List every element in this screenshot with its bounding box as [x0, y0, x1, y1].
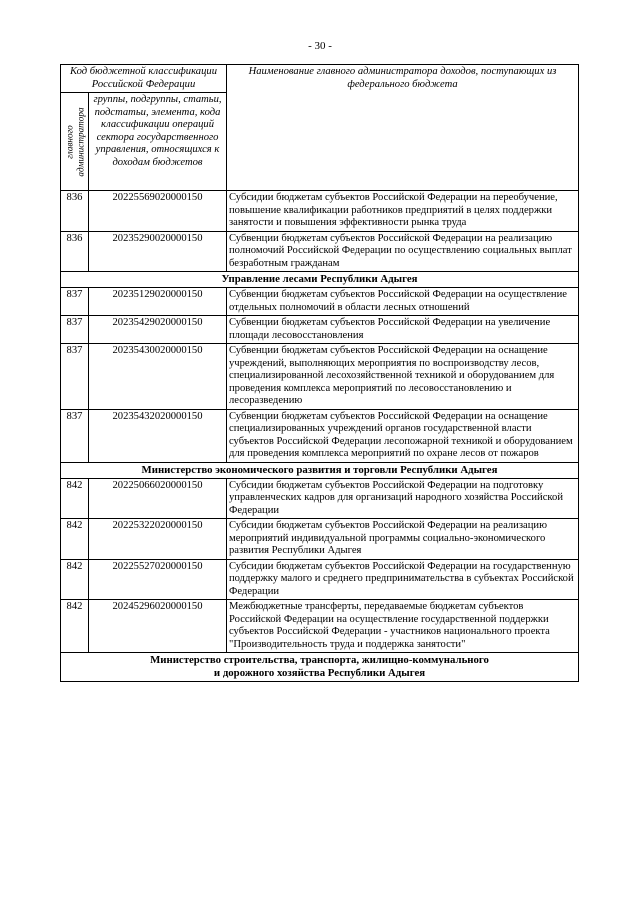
table-row [61, 519, 579, 560]
description-cell: Субсидии бюджетам субъектов Российской Федерации на государственную поддержку малого и среднего предпринимательства в субъектах Российской Федерации [227, 559, 579, 600]
section-header-row [61, 653, 579, 682]
description-cell: Субсидии бюджетам субъектов Российской Федерации на переобучение, повышение квалификации работников предприятий в целях поддержки занятости и повышения эффективности рынка труда [227, 191, 579, 232]
budget-code-cell: 20235290020000150 [89, 231, 227, 272]
budget-code-cell: 20235432020000150 [89, 409, 227, 462]
section-title: Управление лесами Республики Адыгея [61, 272, 579, 288]
admin-code-cell: 836 [61, 191, 89, 232]
table-row [61, 600, 579, 653]
code-column-header: группы, подгруппы, статьи, подстатьи, элемента, кода классификации операций сектора государственного управления, относящихся к доходам бюджетов [89, 93, 227, 191]
admin-column-header [61, 93, 89, 191]
description-cell: Межбюджетные трансферты, передаваемые бюджетам субъектов Российской Федерации на осуществление государственной поддержки субъектов Российской Федерации - участников национального проекта "Производительность труда и поддержка занятости" [227, 600, 579, 653]
admin-code-cell: 842 [61, 600, 89, 653]
description-cell: Субсидии бюджетам субъектов Российской Федерации на подготовку управленческих кадров для организаций народного хозяйства Российской Федерации [227, 478, 579, 519]
table-header-row [61, 65, 579, 93]
table-row [61, 316, 579, 344]
table-row [61, 409, 579, 462]
section-header-row [61, 462, 579, 478]
budget-code-cell: 20225569020000150 [89, 191, 227, 232]
budget-code-cell: 20245296020000150 [89, 600, 227, 653]
table-row [61, 559, 579, 600]
section-header-row [61, 272, 579, 288]
budget-code-cell: 20235429020000150 [89, 316, 227, 344]
budget-code-cell: 20225066020000150 [89, 478, 227, 519]
budget-classification-table [60, 64, 579, 682]
section-title: Министерство строительства, транспорта, жилищно-коммунального и дорожного хозяйства Республики Адыгея [61, 653, 579, 682]
description-cell: Субвенции бюджетам субъектов Российской Федерации на увеличение площади лесовосстановления [227, 316, 579, 344]
admin-code-cell: 837 [61, 288, 89, 316]
budget-code-cell: 20235430020000150 [89, 344, 227, 410]
description-cell: Субвенции бюджетам субъектов Российской Федерации на реализацию полномочий Российской Федерации по осуществлению социальных выплат безработным гражданам [227, 231, 579, 272]
description-cell: Субвенции бюджетам субъектов Российской Федерации на оснащение специализированных учреждений органов государственной власти субъектов Российской Федерации лесопожарной техникой и оборудованием для проведения комплекса мероприятий по охране лесов от пожаров [227, 409, 579, 462]
section-title: Министерство экономического развития и торговли Республики Адыгея [61, 462, 579, 478]
classification-header: Код бюджетной классификации Российской Федерации [61, 65, 227, 93]
admin-column-header-text: главного администратора [64, 106, 85, 177]
name-column-header: Наименование главного администратора доходов, поступающих из федерального бюджета [227, 65, 579, 191]
description-cell: Субсидии бюджетам субъектов Российской Федерации на реализацию мероприятий индивидуальной программы социально-экономического развития Республики Адыгея [227, 519, 579, 560]
admin-code-cell: 836 [61, 231, 89, 272]
budget-code-cell: 20225322020000150 [89, 519, 227, 560]
budget-code-cell: 20225527020000150 [89, 559, 227, 600]
budget-code-cell: 20235129020000150 [89, 288, 227, 316]
table-row [61, 231, 579, 272]
table-row [61, 344, 579, 410]
table-row [61, 288, 579, 316]
admin-code-cell: 837 [61, 344, 89, 410]
admin-code-cell: 842 [61, 478, 89, 519]
table-body [61, 191, 579, 682]
description-cell: Субвенции бюджетам субъектов Российской Федерации на осуществление отдельных полномочий в области лесных отношений [227, 288, 579, 316]
page-number: - 30 - [308, 40, 332, 52]
table-row [61, 191, 579, 232]
admin-code-cell: 842 [61, 559, 89, 600]
admin-code-cell: 837 [61, 316, 89, 344]
description-cell: Субвенции бюджетам субъектов Российской Федерации на оснащение учреждений, выполняющих мероприятия по воспроизводству лесов, специализированной лесохозяйственной техникой и оборудованием для проведения комплекса мероприятий по лесовосстановлению и лесоразведению [227, 344, 579, 410]
admin-code-cell: 837 [61, 409, 89, 462]
table-row [61, 478, 579, 519]
admin-code-cell: 842 [61, 519, 89, 560]
